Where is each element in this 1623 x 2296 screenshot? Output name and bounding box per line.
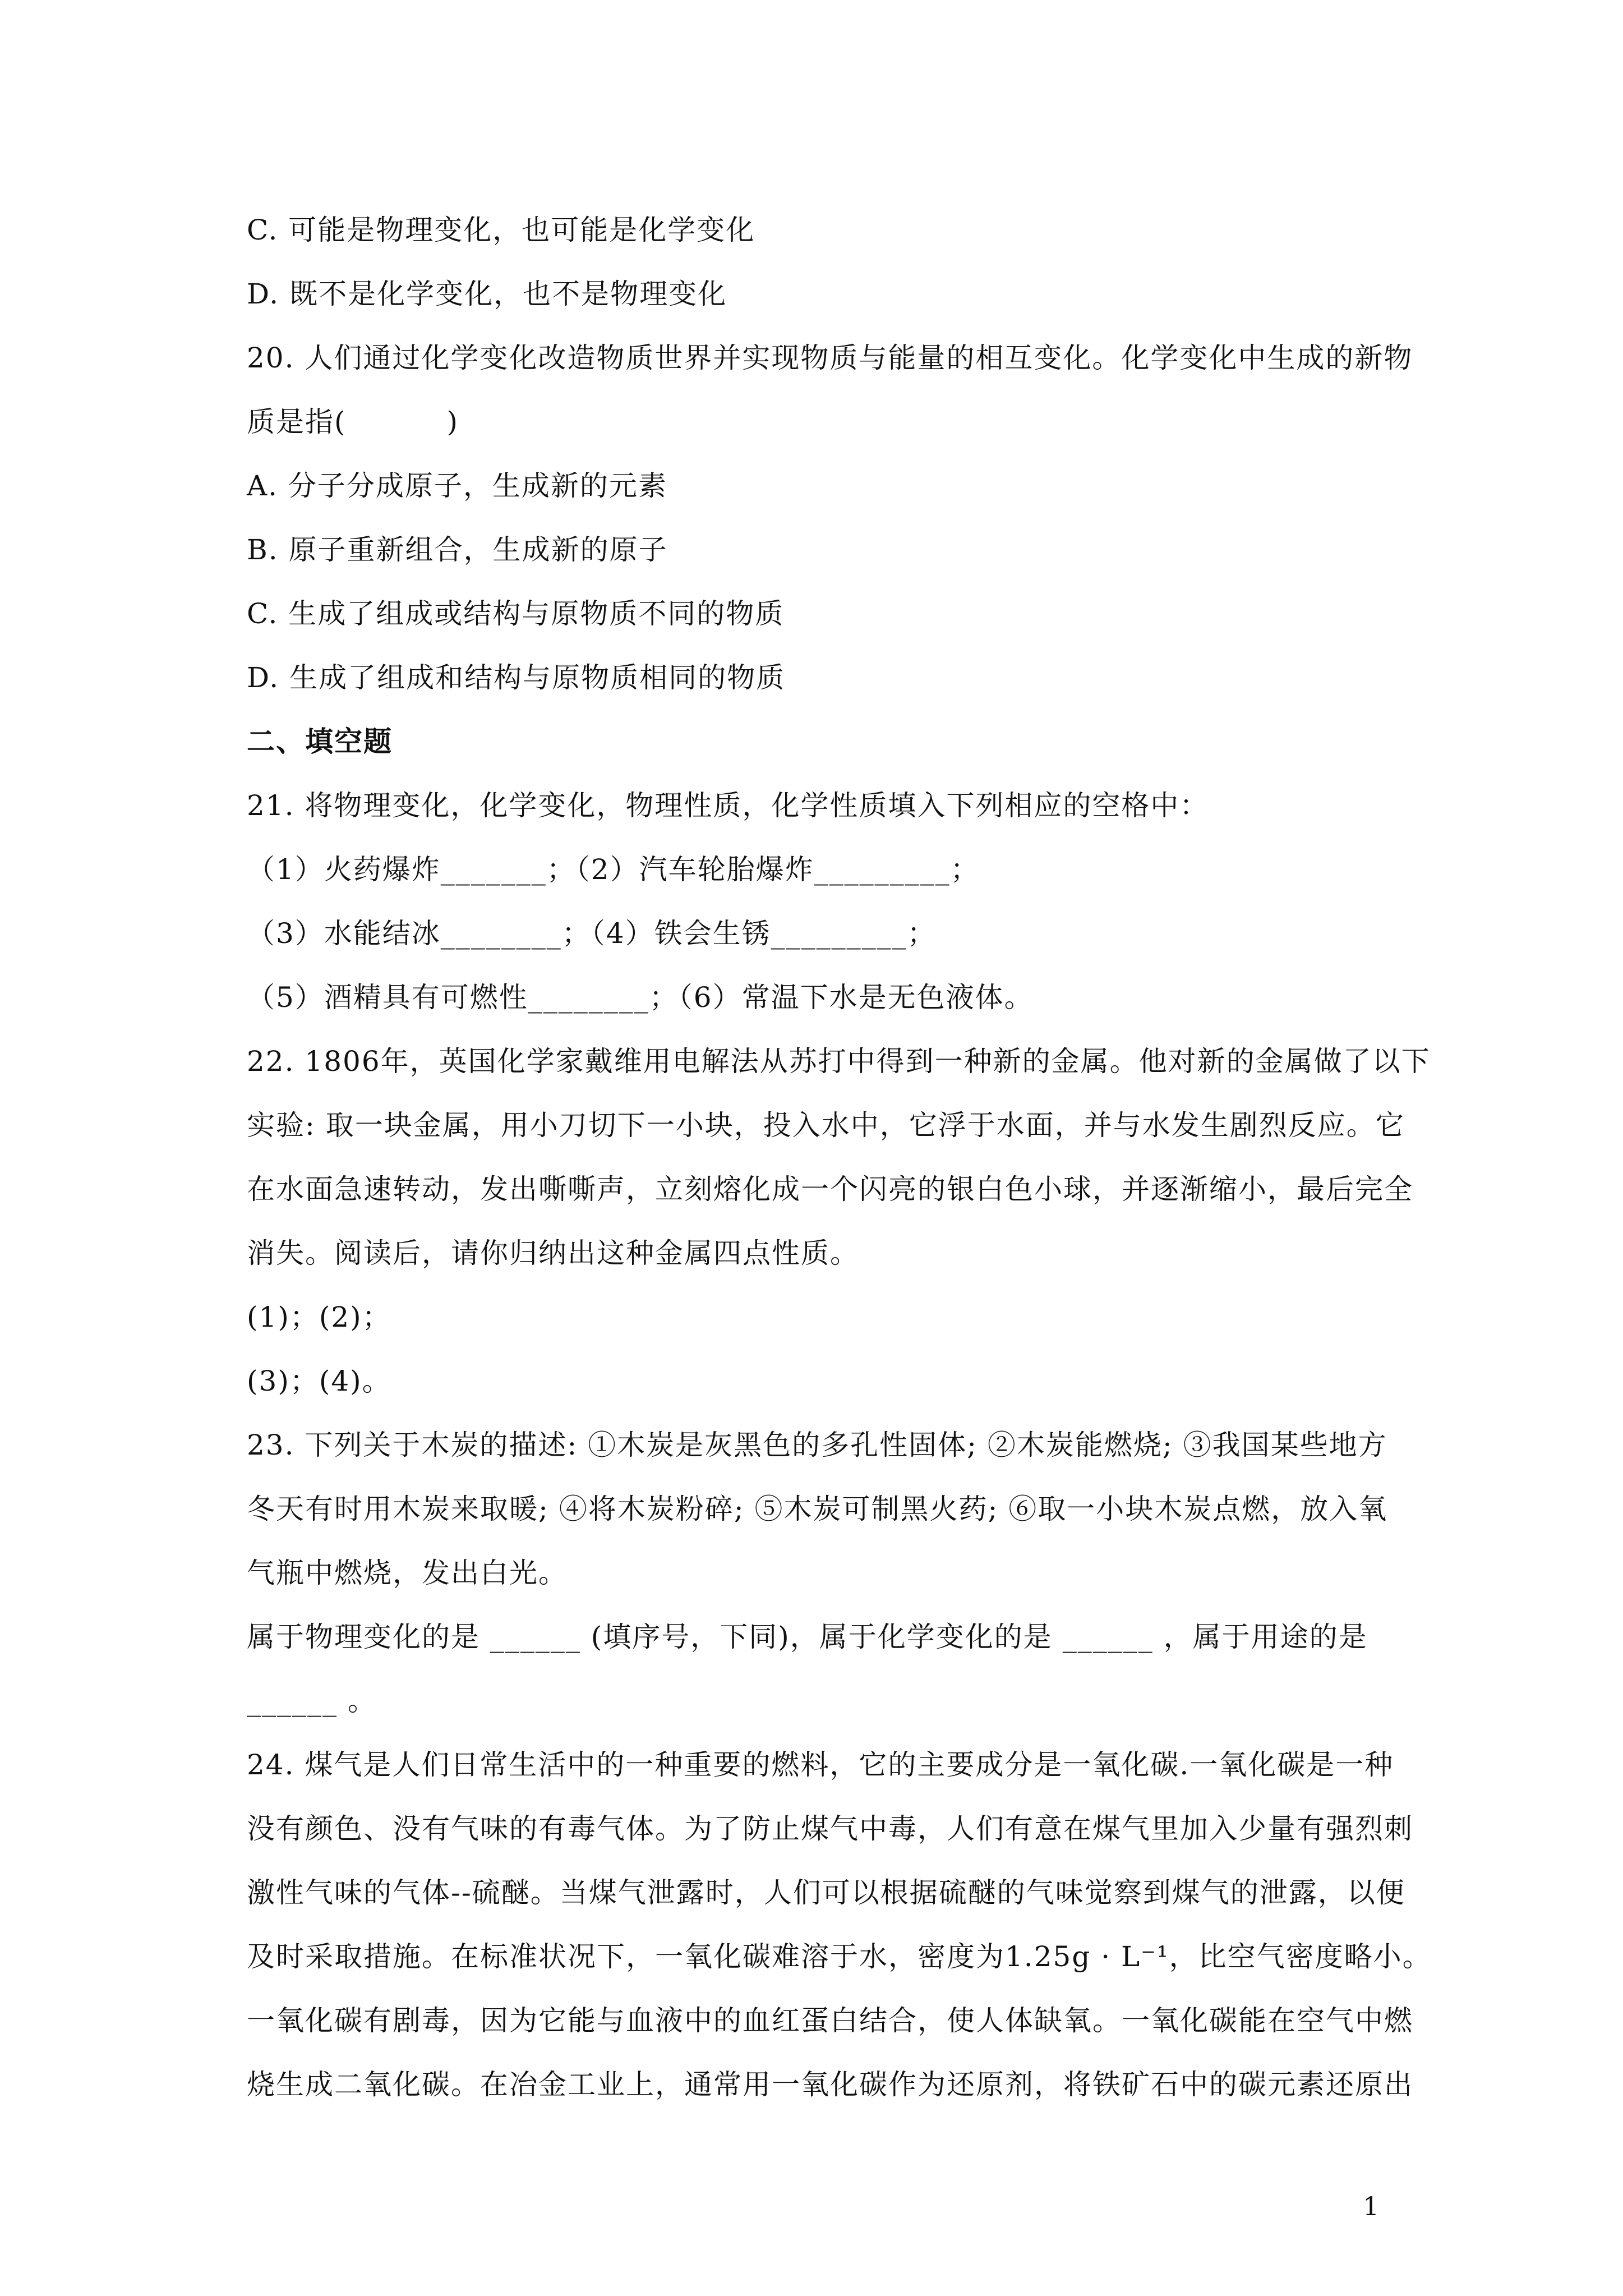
question-20-stem-line-2: 质是指( ): [247, 406, 459, 438]
question-20-option-d: D. 生成了组成和结构与原物质相同的物质: [247, 661, 786, 694]
question-21-row-3: （5）酒精具有可燃性________；（6）常温下水是无色液体。: [247, 981, 1034, 1014]
question-24-line-4: 及时采取措施。在标准状况下，一氧化碳难溶于水，密度为1.25g · L⁻¹，比空气密度略小。: [247, 1940, 1432, 1973]
question-23-answer-line-2: ______ 。: [247, 1685, 377, 1717]
question-24-line-2: 没有颜色、没有气味的有毒气体。为了防止煤气中毒，人们有意在煤气里加入少量有强烈刺: [247, 1812, 1413, 1845]
question-21-row-2: （3）水能结冰________；（4）铁会生锈_________；: [247, 917, 937, 950]
question-24-line-1: 24. 煤气是人们日常生活中的一种重要的燃料，它的主要成分是一氧化碳.一氧化碳是一种: [247, 1749, 1394, 1781]
section-heading: 二、填空题: [247, 725, 393, 758]
question-23-line-2: 冬天有时用木炭来取暖; ④将木炭粉碎; ⑤木炭可制黑火药; ⑥取一小块木炭点燃，放入氧: [247, 1493, 1388, 1525]
question-23-answer-line-1: 属于物理变化的是 ______ (填序号，下同)，属于化学变化的是 ______ ，属于用途的是: [247, 1621, 1368, 1653]
question-22-line-2: 实验: 取一块金属，用小刀切下一小块，投入水中，它浮于水面，并与水发生剧烈反应。它: [247, 1109, 1405, 1142]
question-23-line-3: 气瓶中燃烧，发出白光。: [247, 1557, 568, 1589]
question-21-row-1: （1）火药爆炸_______；（2）汽车轮胎爆炸_________；: [247, 853, 980, 886]
question-24-line-3: 激性气味的气体--硫醚。当煤气泄露时，人们可以根据硫醚的气味觉察到煤气的泄露，以便: [247, 1876, 1405, 1909]
question-20-option-a: A. 分子分成原子，生成新的元素: [247, 470, 667, 502]
question-20-option-b: B. 原子重新组合，生成新的原子: [247, 533, 668, 566]
question-22-answer-row-1: (1)；(2)；: [247, 1301, 391, 1333]
question-21-stem: 21. 将物理变化，化学变化，物理性质，化学性质填入下列相应的空格中：: [247, 789, 1209, 822]
question-19-option-d: D. 既不是化学变化，也不是物理变化: [247, 278, 727, 310]
question-23-line-1: 23. 下列关于木炭的描述: ①木炭是灰黑色的多孔性固体; ②木炭能燃烧; ③我国某些地方: [247, 1429, 1387, 1461]
question-22-line-1: 22. 1806年，英国化学家戴维用电解法从苏打中得到一种新的金属。他对新的金属做了以下: [247, 1045, 1431, 1078]
question-19-option-c: C. 可能是物理变化，也可能是化学变化: [247, 214, 755, 246]
question-22-line-3: 在水面急速转动，发出嘶嘶声，立刻熔化成一个闪亮的银白色小球，并逐渐缩小，最后完全: [247, 1173, 1413, 1205]
question-24-line-5: 一氧化碳有剧毒，因为它能与血液中的血红蛋白结合，使人体缺氧。一氧化碳能在空气中燃: [247, 2004, 1413, 2037]
question-20-option-c: C. 生成了组成或结构与原物质不同的物质: [247, 597, 785, 630]
question-22-answer-row-2: (3)；(4)。: [247, 1365, 391, 1397]
question-22-line-4: 消失。阅读后，请你归纳出这种金属四点性质。: [247, 1237, 859, 1269]
question-20-stem-line-1: 20. 人们通过化学变化改造物质世界并实现物质与能量的相互变化。化学变化中生成的新物: [247, 342, 1413, 374]
question-24-line-6: 烧生成二氧化碳。在冶金工业上，通常用一氧化碳作为还原剂，将铁矿石中的碳元素还原出: [247, 2068, 1413, 2101]
page-number: 1: [1363, 2191, 1380, 2221]
